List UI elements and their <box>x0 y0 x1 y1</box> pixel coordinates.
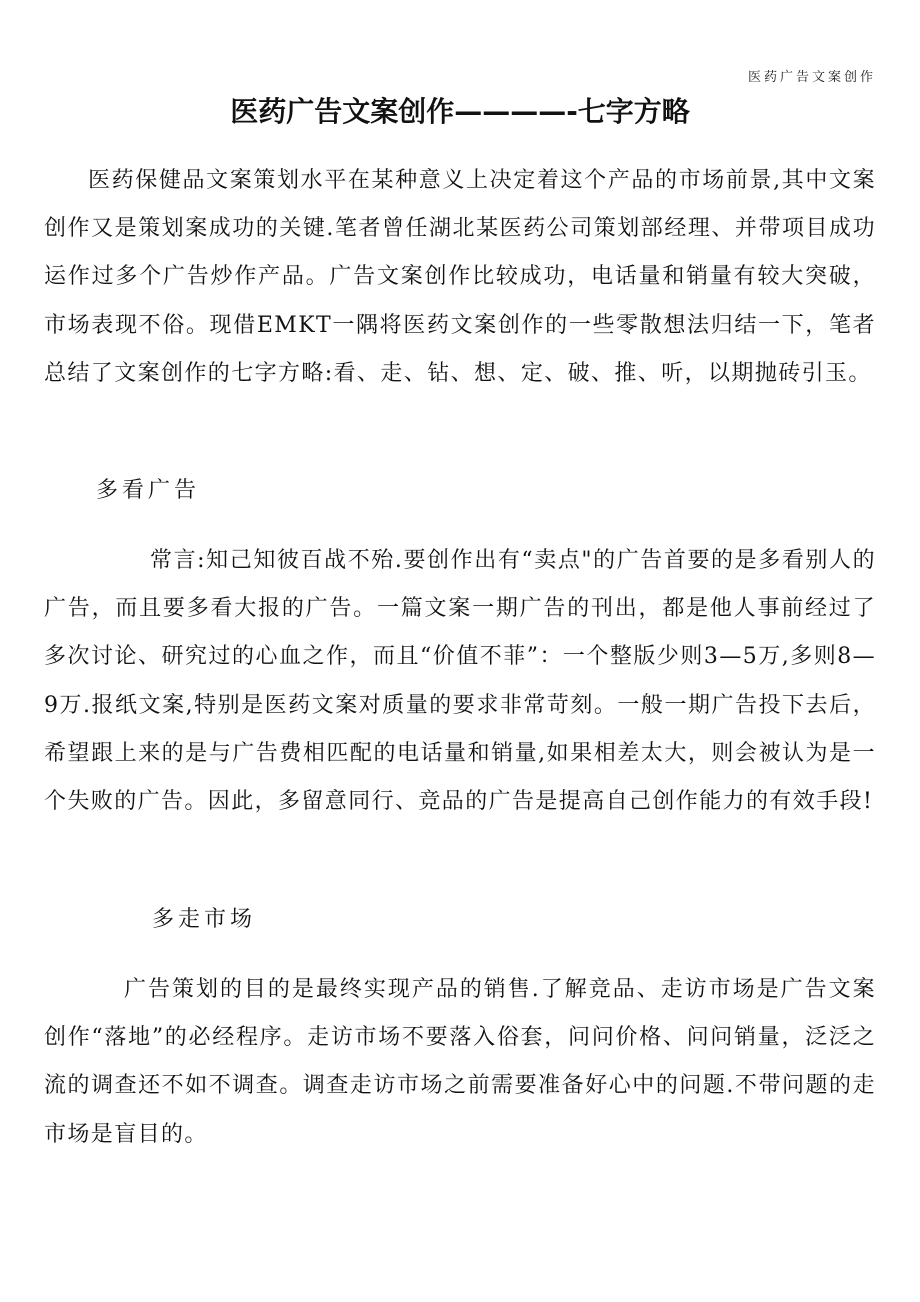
section-heading-market: 多走市场 <box>152 907 257 932</box>
section-body-look: 常言:知己知彼百战不殆.要创作出有“卖点"的广告首要的是多看别人的广告，而且要多看大报的广告。一篇文案一期广告的刊出，都是他人事前经过了多次讨论、研究过的心血之作，而且“价值不菲”：一个整版少则3—5万,多则8—9万.报纸文案,特别是医药文案对质量的要求非常苛刻。一般一期广告投下去后，希望跟上来的是与广告费相匹配的电话量和销量,如果相差太大，则会被认为是一个失败的广告。因此，多留意同行、竞品的广告是提高自己创作能力的有效手段! <box>44 548 876 815</box>
section-body-market: 广告策划的目的是最终实现产品的销售.了解竞品、走访市场是广告文案创作“落地”的必经程序。走访市场不要落入俗套，问问价格、问问销量，泛泛之流的调查还不如不调查。调查走访市场之前需要准备好心中的问题.不带问题的走市场是盲目的。 <box>44 977 876 1147</box>
section-heading-look: 多看广告 <box>96 478 201 503</box>
intro-paragraph: 医药保健品文案策划水平在某种意义上决定着这个产品的市场前景,其中文案创作又是策划案成功的关键.笔者曾任湖北某医药公司策划部经理、并带项目成功运作过多个广告炒作产品。广告文案创作比较成功，电话量和销量有较大突破，市场表现不俗。现借EMKT一隅将医药文案创作的一些零散想法归结一下，笔者总结了文案创作的七字方略:看、走、钻、想、定、破、推、听，以期抛砖引玉。 <box>44 168 876 386</box>
running-header: 医药广告文案创作 <box>747 70 876 85</box>
document-title: 医药广告文案创作————-七字方略 <box>230 95 690 128</box>
